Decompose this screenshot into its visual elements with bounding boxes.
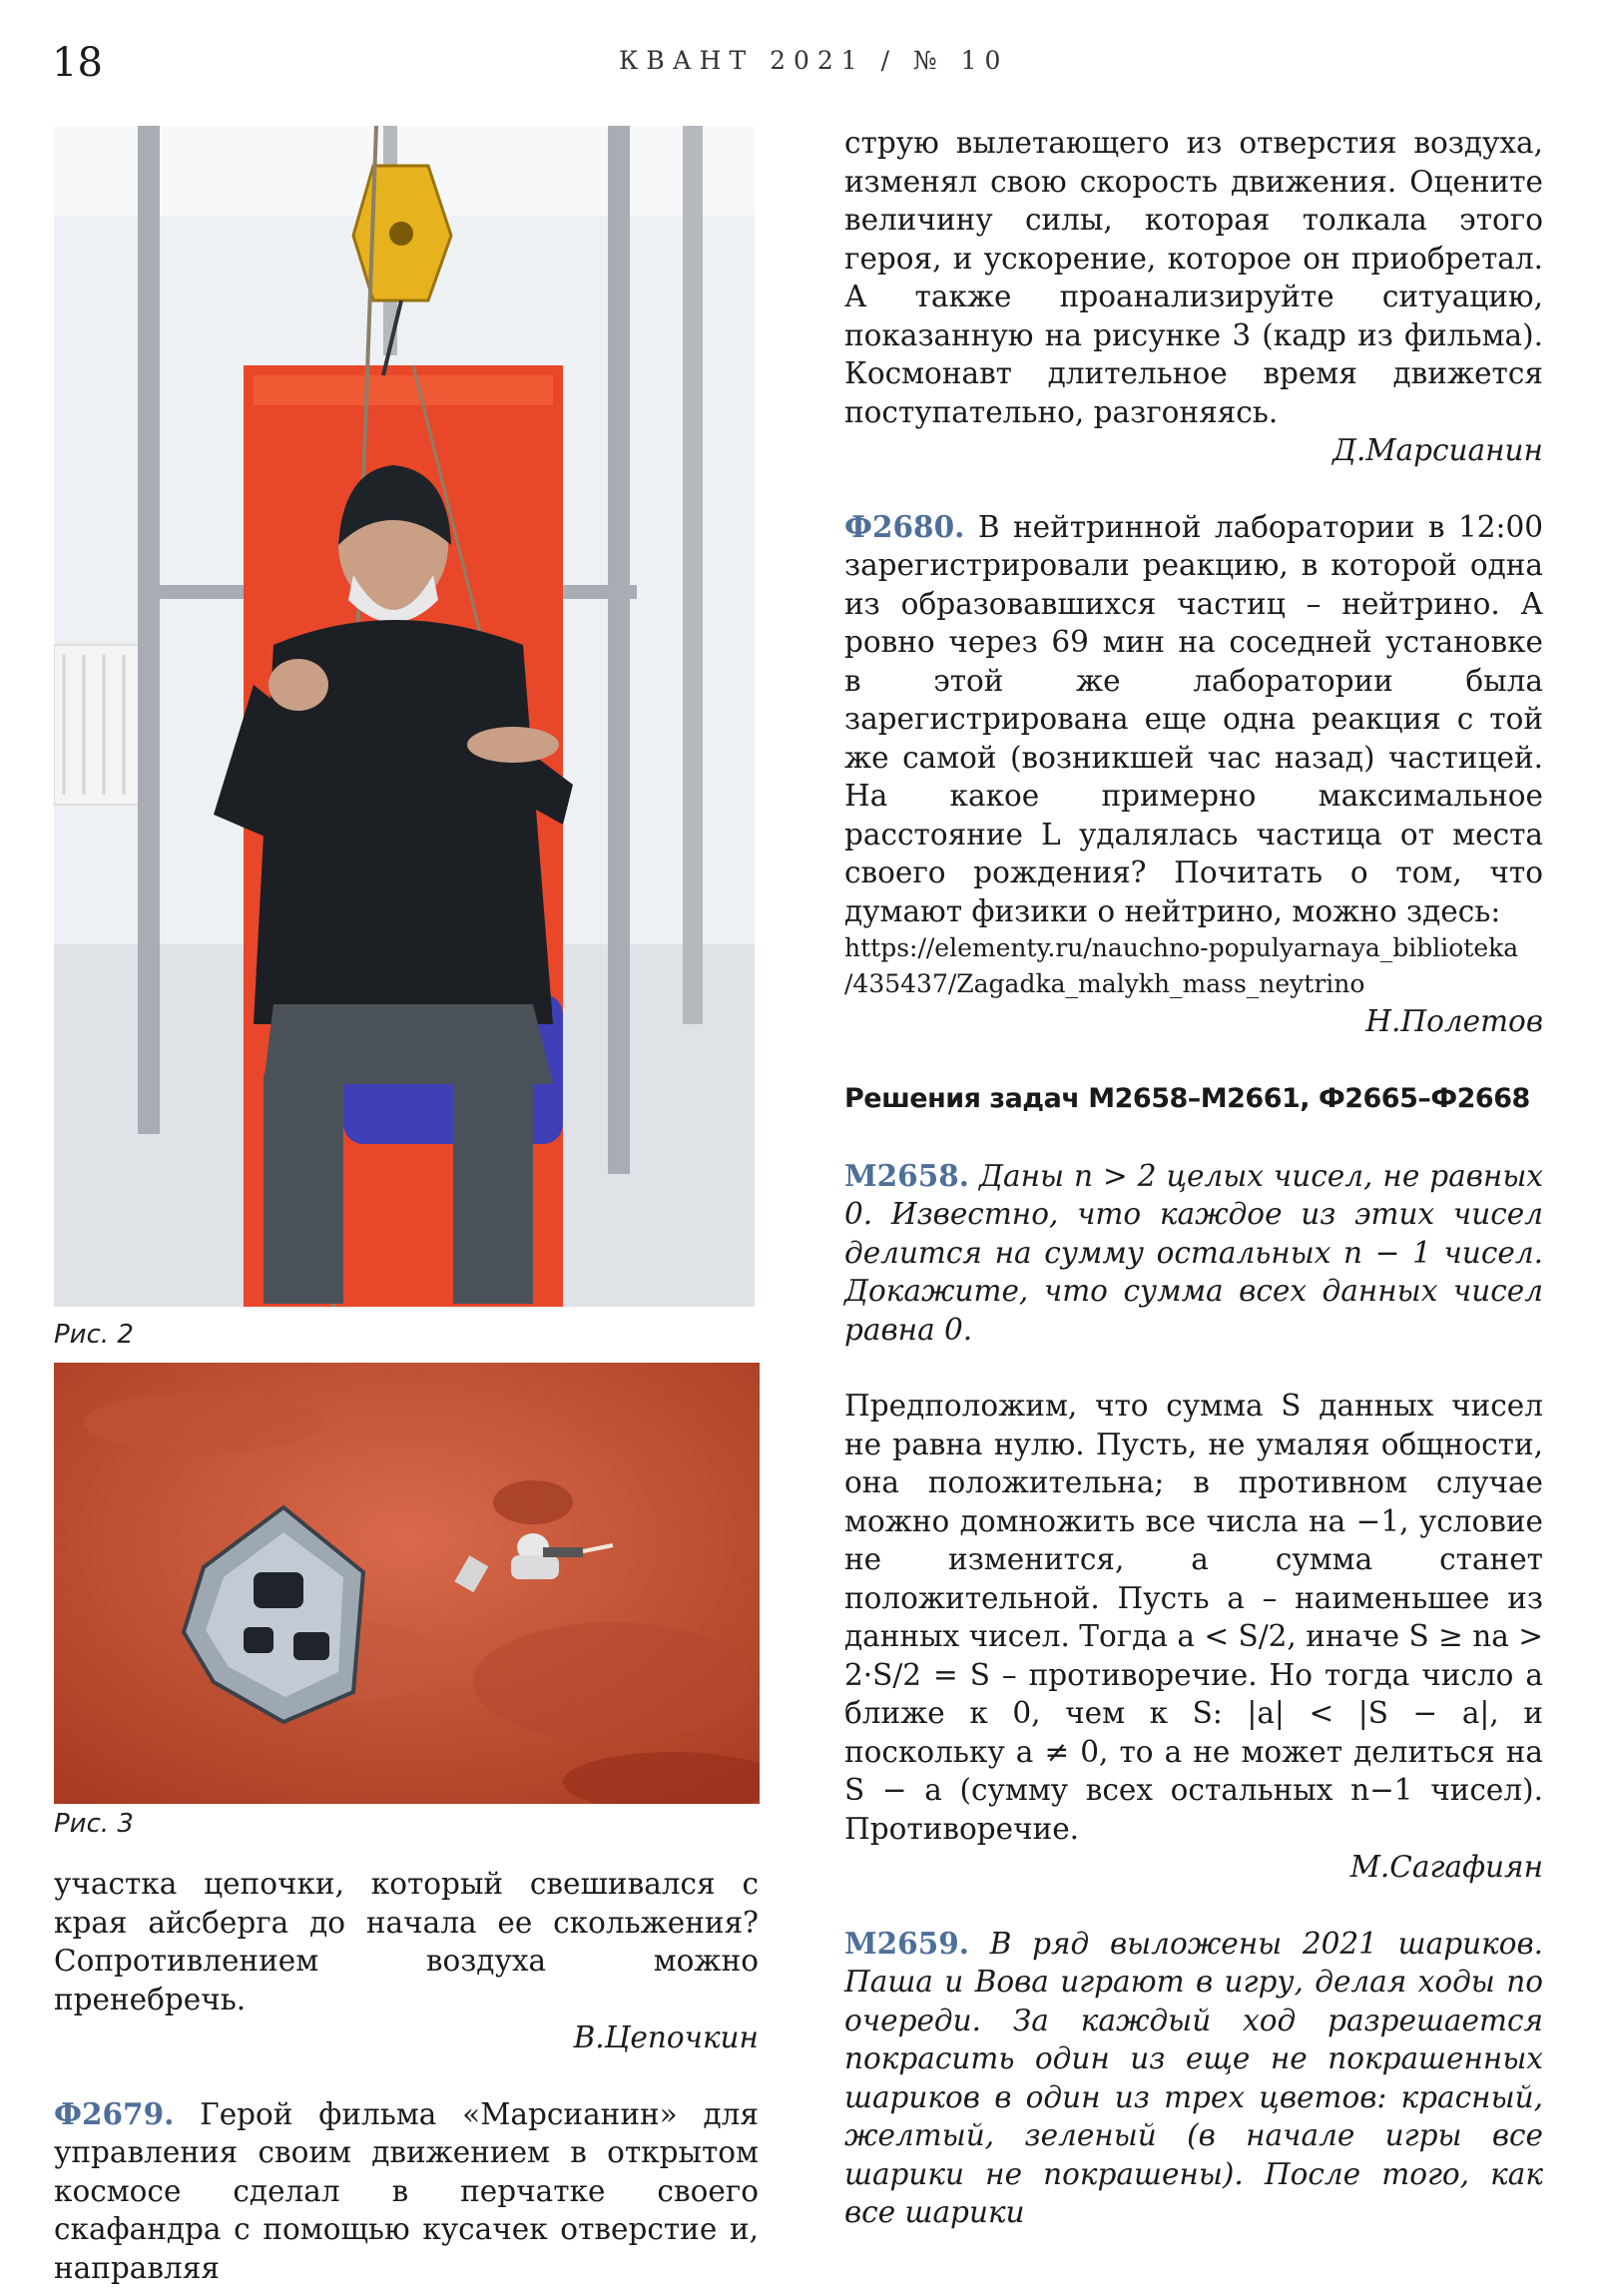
page-number: 18 xyxy=(52,40,103,86)
author-tsepochkin: В.Цепочкин xyxy=(573,2020,759,2054)
figure-3-caption: Рис. 3 xyxy=(54,1809,134,1839)
author-poletov: Н.Полетов xyxy=(1365,1004,1543,1038)
problem-f2680 xyxy=(844,508,1543,931)
running-head: КВАНТ 2021 / № 10 xyxy=(619,46,1009,75)
problem-f2679-text: Герой фильма «Марсианин» для управления своим движением в открытом космосе сделал в перчатке своего скафандра с помощью кусачек отверстие и, направляя xyxy=(54,2096,759,2285)
problem-f2680-text: В нейтринной лаборатории в 12:00 зарегистрировали реакцию, в которой одна из образовавшихся частиц – нейтрино. А ровно через 69 мин на соседней установке в этой же лаборатории была зарегистрирована еще одна реакция с той же самой (возникшей час назад) частицей. На какое примерно максимальное расстояние L удалялась частица от места своего рождения? Почитать о том, что думают физики о нейтрино, можно здесь: xyxy=(844,509,1543,928)
problem-m2658 xyxy=(844,1157,1543,1350)
right-column-text xyxy=(844,124,1543,2232)
problem-f2679-continuation: струю вылетающего из отверстия воздуха, изменял свою скорость движения. Оцените величину силы, которая толкала этого героя, и ускорение, которое он приобретал. А также проанализируйте ситуацию, показанную на рисунке 3 (кадр из фильма). Космонавт длительное время движется поступательно, разгоняясь. xyxy=(844,126,1543,429)
figure-2-caption: Рис. 2 xyxy=(54,1320,134,1350)
author-marsianin: Д.Марсианин xyxy=(1331,433,1543,467)
figure-2-photo xyxy=(54,126,755,1307)
section-heading: Решения задач М2658–М2661, Ф2665–Ф2668 xyxy=(844,1082,1530,1114)
problem-m2659 xyxy=(844,1925,1543,2232)
previous-problem-continuation: участка цепочки, который свешивался с края айсберга до начала ее скольжения? Сопротивлением воздуха можно пренебречь. xyxy=(54,1867,759,2016)
solution-m2658: Предположим, что сумма S данных чисел не равна нулю. Пусть, не умаляя общности, она положительна; в противном случае можно домножить все числа на −1, условие не изменится, а сумма станет положительной. Пусть a – наименьшее из данных чисел. Тогда a < S/2, иначе S ≥ na > 2·S/2 = S – противоречие. Но тогда число a ближе к 0, чем к S: |a| < |S − a|, и поскольку a ≠ 0, то a не может делиться на S − a (сумму всех остальных n−1 чисел). Противоречие. xyxy=(844,1389,1543,1846)
reference-link[interactable]: https://elementy.ru/nauchno-populyarnaya_biblioteka /435437/Zagadka_malykh_mass_neytrino xyxy=(844,933,1519,998)
problem-id-m2658: М2658. xyxy=(844,1157,970,1193)
author-sagafiyan: М.Сагафиян xyxy=(1349,1850,1543,1884)
figure-3-photo xyxy=(54,1363,760,1804)
problem-m2658-text: Даны n > 2 целых чисел, не равных 0. Известно, что каждое из этих чисел делится на сумму остальных n − 1 чисел. Докажите, что сумма всех данных чисел равна 0. xyxy=(844,1158,1543,1347)
problem-id-f2680: Ф2680. xyxy=(844,508,965,544)
left-column-text xyxy=(54,1865,759,2287)
problem-id-f2679: Ф2679. xyxy=(54,2095,175,2131)
problem-id-m2659: М2659. xyxy=(844,1925,970,1961)
problem-m2659-text: В ряд выложены 2021 шариков. Паша и Вова играют в игру, делая ходы по очереди. За каждый ход разрешается покрасить один из еще не покрашенных шариков в один из трех цветов: красный, желтый, зеленый (в начале игры все шарики не покрашены). После того, как все шарики xyxy=(844,1926,1543,2229)
problem-f2679 xyxy=(54,2095,759,2288)
